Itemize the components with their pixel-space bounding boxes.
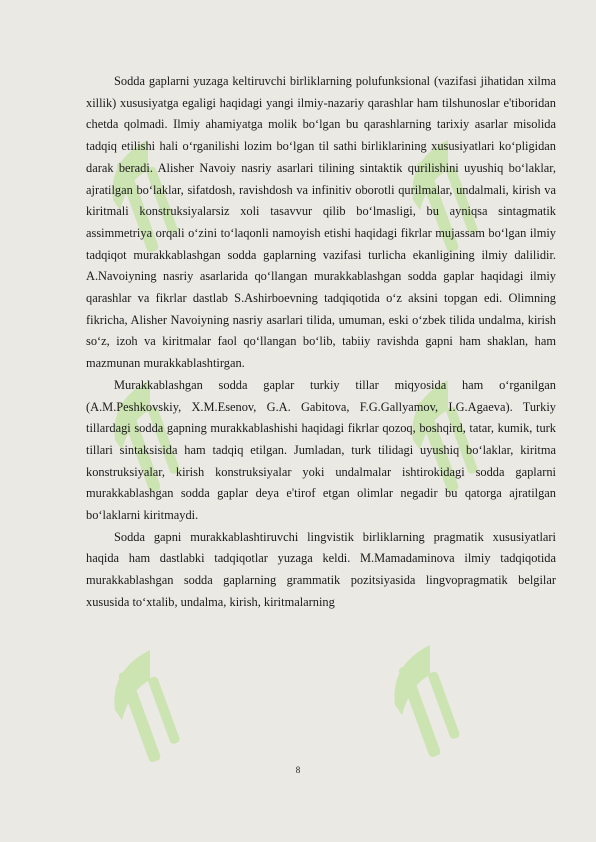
- body-text: [86, 71, 556, 614]
- paragraph: Sodda gaplarni yuzaga keltiruvchi birliklarning polufunksional (vazifasi jihatidan xilma xillik) xususiyatga egaligi haqidagi yangi ilmiy-nazariy qarashlar ham tilshunoslar e'tiboridan chetda qolmadi. Ilmiy ahamiyatga molik bo‘lgan bu qarashlarning tarixiy asarlar misolida tadqiq etilishi hali o‘rganilishi lozim bo‘lgan til sathi birliklarining xususiyatlari ko‘pligidan darak beradi. Alisher Navoiy nasriy asarlari tilining sintaktik qurilishini uyushiq bo‘laklar, ajratilgan bo‘laklar, sifatdosh, ravishdosh va infinitiv oborotli qurilmalar, undalmali, kirish va kiritmali konstruksiyalarsiz xoli tasavvur qilib bo‘lmasligi, bu ayniqsa sintagmatik assimmetriya orqali o‘zini to‘laqonli namoyish etishi haqidagi fikrlar mujassam bo‘lgan ilmiy tadqiqot murakkablashgan sodda gaplarning vazifasi turlicha ekanligining ilmiy dalilidir. A.Navoiyning nasriy asarlarida qo‘llangan murakkablashgan sodda gaplar haqidagi ilmiy qarashlar va fikrlar dastlab S.Ashirboevning tadqiqotida o‘z aksini topgan edi. Olimning fikricha, Alisher Navoiyning nasriy asarlari tilida, umuman, eski o‘zbek tilida undalma, kirish so‘z, izoh va kiritmalar faol qo‘llangan bo‘lib, tabiiy ravishda gapni ham shaklan, ham mazmunan murakkablashtirgan.: [86, 74, 556, 371]
- page-number: 8: [295, 765, 301, 775]
- paragraph: Sodda gapni murakkablashtiruvchi lingvistik birliklarning pragmatik xususiyatlari haqida ham dastlabki tadqiqotlar yuzaga keldi. M.Mamadaminova ilmiy tadqiqotida murakkablashgan sodda gaplarning grammatik pozitsiyasida lingvopragmatik belgilar xususida to‘xtalib, undalma, kirish, kiritmalarning: [86, 529, 556, 609]
- paragraph: Murakkablashgan sodda gaplar turkiy tillar miqyosida ham o‘rganilgan (A.M.Peshkovskiy, X.M.Esenov, G.A. Gabitova, F.G.Gallyamov, I.G.Agaeva). Turkiy tillardagi sodda gapning murakkablashishi haqidagi fikrlar qozoq, boshqird, tatar, kumik, turk tillari sintaksisida ham tadqiq etilgan. Jumladan, turk tilidagi uyushiq bo‘laklar, kiritma konstruksiyalar, kirish konstruksiyalar yoki undalmalar ishtirokidagi sodda gaplarni murakkablashgan sodda gaplar deya e'tirof etgan olimlar negadir bu qatorga ajratilgan bo‘laklarni kiritmaydi.: [86, 377, 556, 523]
- watermark-logo: [394, 645, 460, 758]
- watermark-logo: [114, 650, 180, 763]
